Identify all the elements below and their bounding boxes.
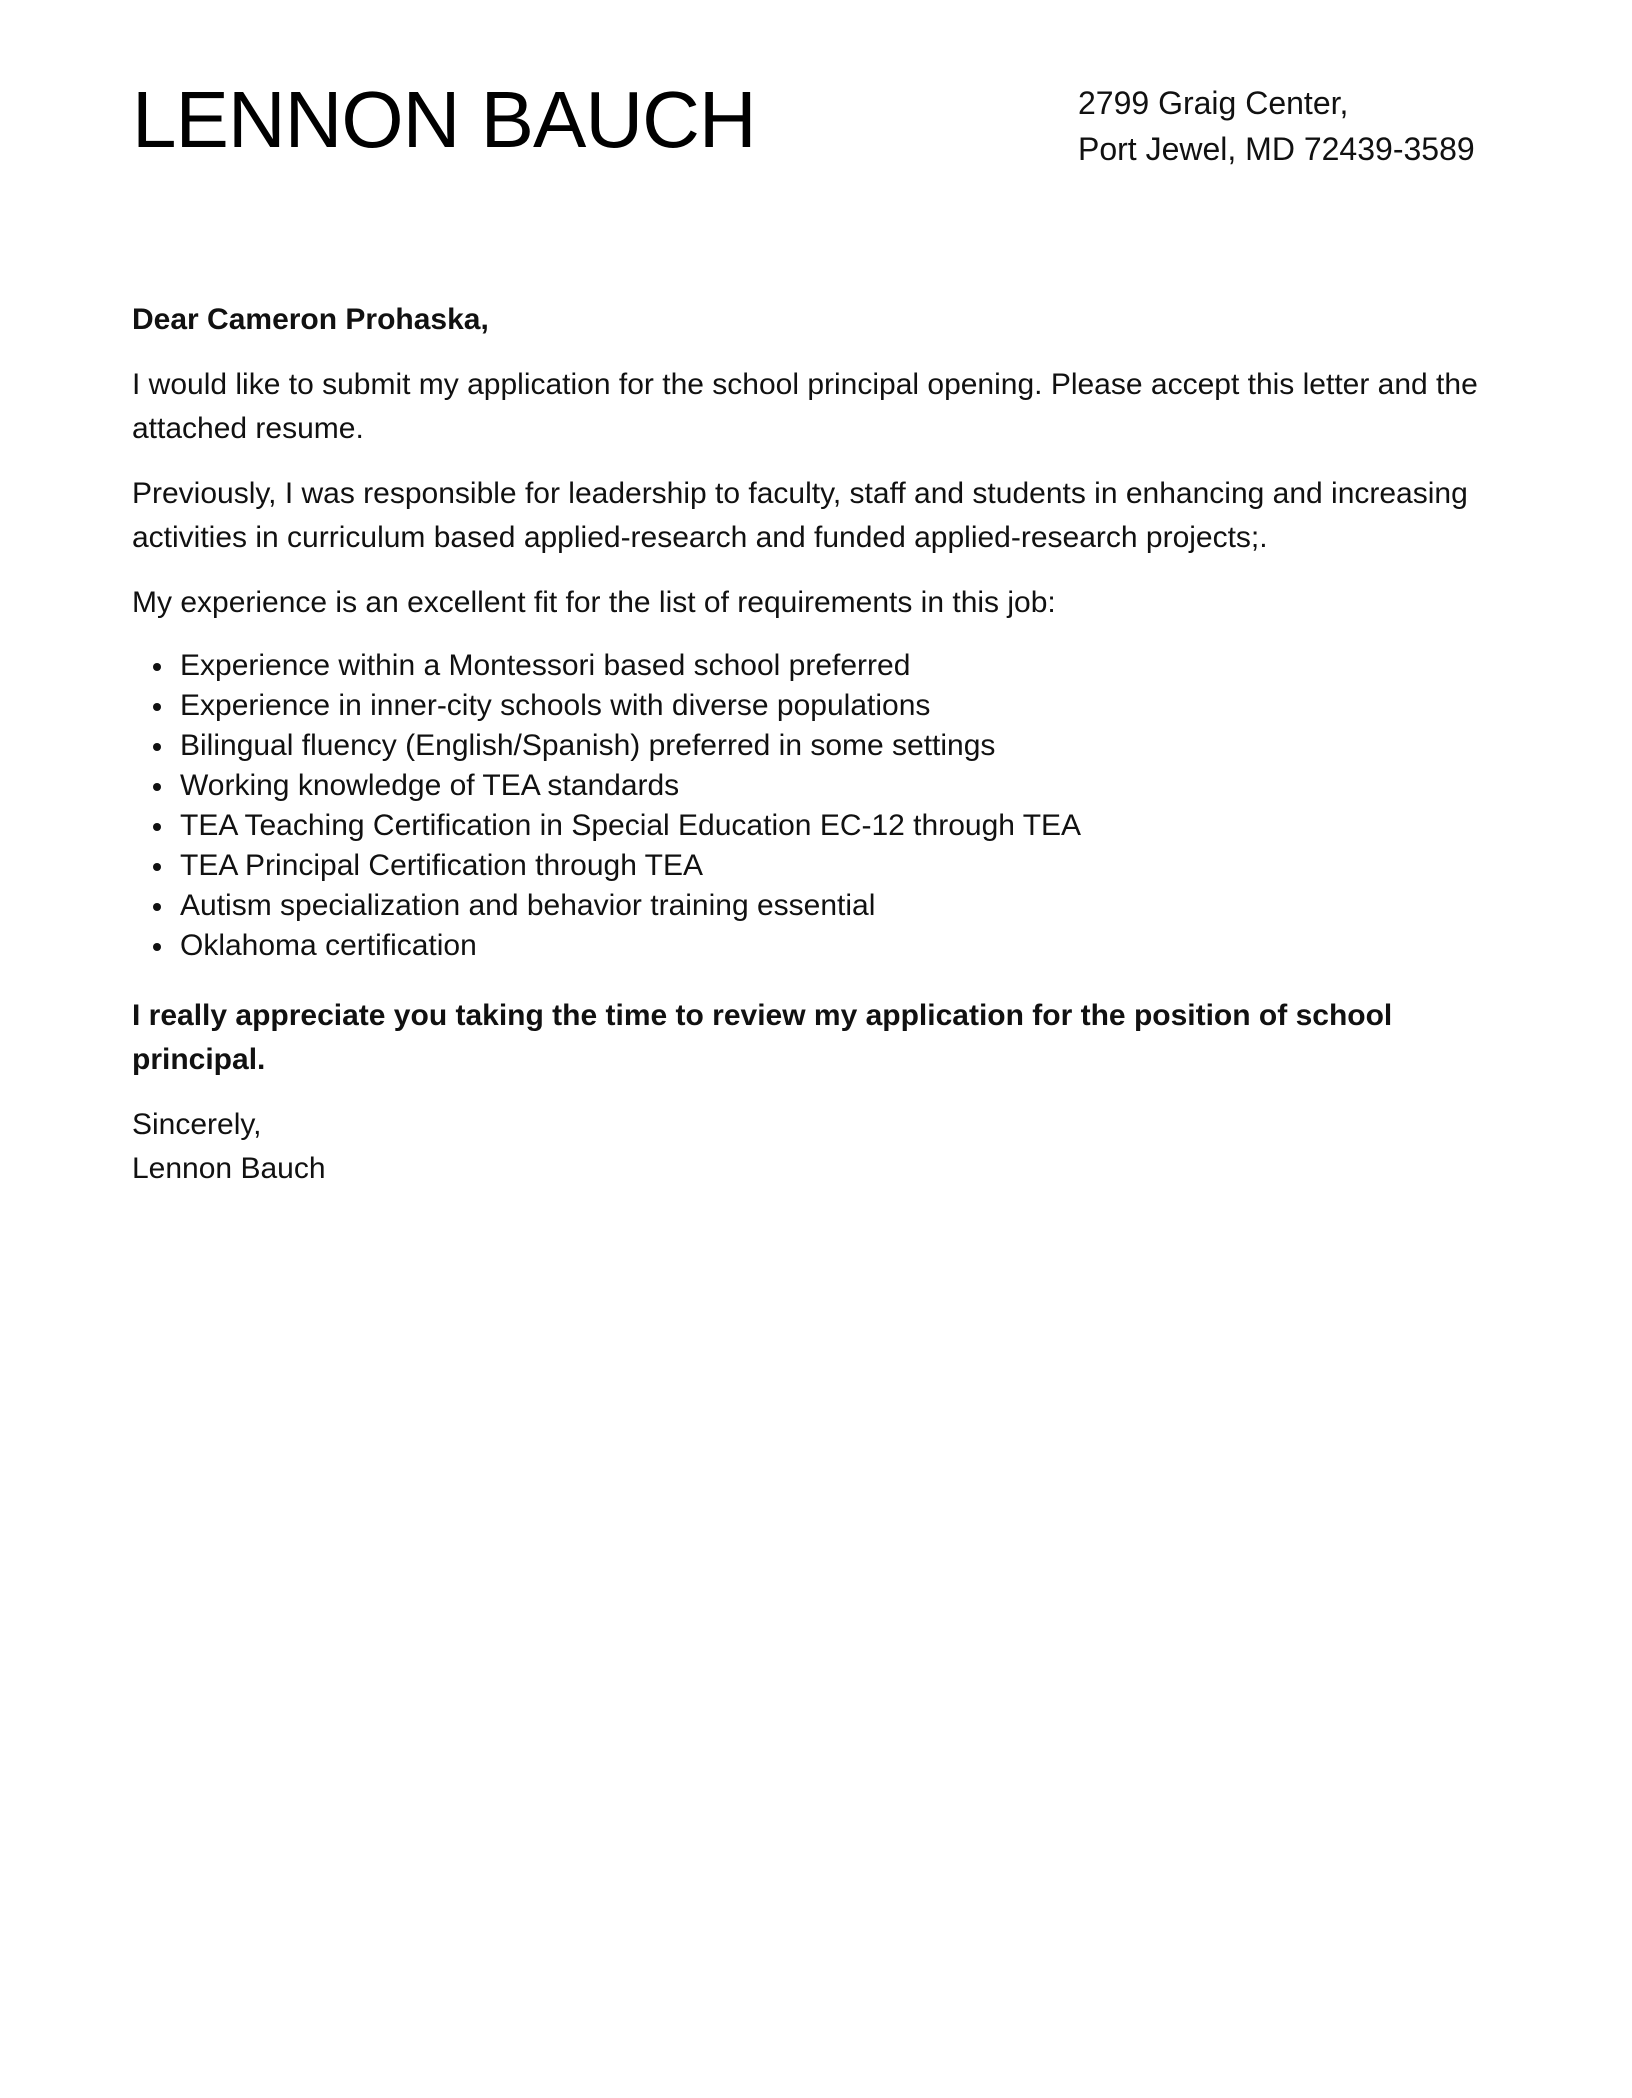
list-item: TEA Teaching Certification in Special Education EC-12 through TEA (180, 806, 1502, 846)
applicant-name: LENNON BAUCH (132, 75, 756, 164)
list-item: Working knowledge of TEA standards (180, 766, 1502, 806)
list-item: Experience in inner-city schools with diverse populations (180, 686, 1502, 726)
list-item: Autism specialization and behavior training essential (180, 886, 1502, 926)
list-item: Experience within a Montessori based school preferred (180, 646, 1502, 686)
paragraph-requirements-intro: My experience is an excellent fit for the list of requirements in this job: (132, 586, 1056, 619)
requirements-list (132, 646, 1502, 966)
address-line-2: Port Jewel, MD 72439-3589 (1078, 131, 1475, 167)
list-item: TEA Principal Certification through TEA (180, 846, 1502, 886)
signoff-text: Sincerely, (132, 1108, 262, 1141)
paragraph-intro: I would like to submit my application for the school principal opening. Please accept this letter and the attached resume. (132, 368, 1478, 445)
list-item: Bilingual fluency (English/Spanish) preferred in some settings (180, 726, 1502, 766)
salutation: Dear Cameron Prohaska, (132, 303, 489, 336)
signature-name: Lennon Bauch (132, 1152, 326, 1185)
closing-statement: I really appreciate you taking the time to review my application for the position of school principal. (132, 999, 1393, 1076)
letter-body (132, 298, 1502, 1191)
applicant-address (1078, 80, 1475, 172)
list-item: Oklahoma certification (180, 926, 1502, 966)
paragraph-experience: Previously, I was responsible for leadership to faculty, staff and students in enhancing and increasing activities in curriculum based applied-research and funded applied-research projects;. (132, 477, 1468, 554)
signoff-block (132, 1103, 1502, 1191)
address-line-1: 2799 Graig Center, (1078, 85, 1349, 121)
